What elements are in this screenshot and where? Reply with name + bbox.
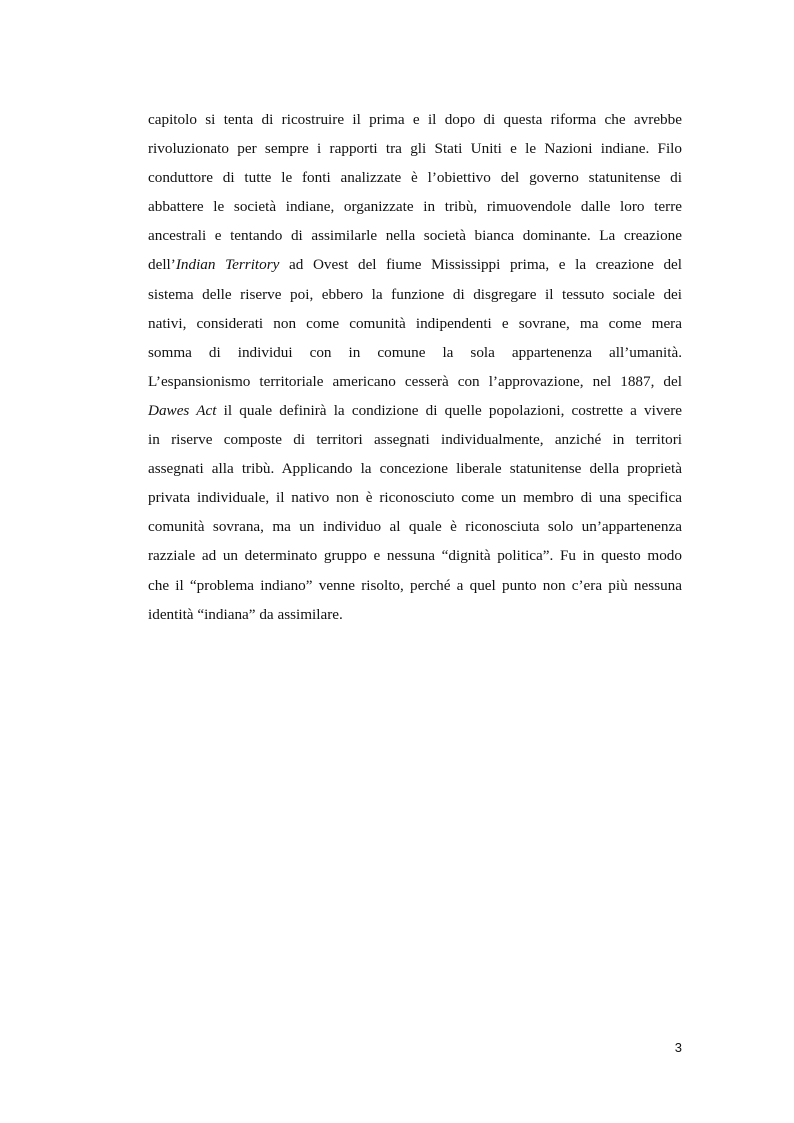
text-line-11 xyxy=(148,396,682,425)
text-line-12: in riserve composte di territori assegnati individualmente, anziché in territori xyxy=(148,431,682,449)
text-line-7: sistema delle riserve poi, ebbero la funzione di disgregare il tessuto sociale dei xyxy=(148,285,682,303)
text-line-2: rivoluzionato per sempre i rapporti tra gli Stati Uniti e le Nazioni indiane. Filo xyxy=(148,140,682,158)
text-line-11-after: il quale definirà la condizione di quelle popolazioni, costrette a vivere xyxy=(216,401,682,419)
text-line-3: conduttore di tutte le fonti analizzate è l’obiettivo del governo statunitense di xyxy=(148,169,682,187)
text-line-13: assegnati alla tribù. Applicando la concezione liberale statunitense della proprietà xyxy=(148,460,682,478)
text-line-5: ancestrali e tentando di assimilarle nella società bianca dominante. La creazione xyxy=(148,227,682,245)
text-line-16: razziale ad un determinato gruppo e nessuna “dignità politica”. Fu in questo modo xyxy=(148,547,682,565)
text-line-6-before: dell’ xyxy=(148,256,176,274)
text-line-1: capitolo si tenta di ricostruire il prima e il dopo di questa riforma che avrebbe xyxy=(148,111,682,128)
text-line-4: abbattere le società indiane, organizzate in tribù, rimuovendole dalle loro terre xyxy=(148,198,682,216)
text-line-6-after: ad Ovest del fiume Mississippi prima, e la creazione del xyxy=(279,256,683,274)
page-number: 3 xyxy=(674,1040,682,1055)
text-line-18: identità “indiana” da assimilare. xyxy=(148,605,343,623)
text-line-17: che il “problema indiano” venne risolto, perché a quel punto non c’era più nessuna xyxy=(148,576,682,594)
text-line-6 xyxy=(148,250,682,279)
italic-term-dawes-act: Dawes Act xyxy=(148,401,217,419)
text-line-10: L’espansionismo territoriale americano cesserà con l’approvazione, nel 1887, del xyxy=(148,372,682,390)
text-line-14: privata individuale, il nativo non è riconosciuto come un membro di una specifica xyxy=(148,489,682,507)
text-line-9: somma di individui con in comune la sola appartenenza all’umanità. xyxy=(148,343,682,361)
body-paragraph xyxy=(148,105,682,629)
text-line-8: nativi, considerati non come comunità indipendenti e sovrane, ma come mera xyxy=(148,314,682,332)
text-line-15: comunità sovrana, ma un individuo al quale è riconosciuta solo un’appartenenza xyxy=(148,518,682,536)
italic-term-indian-territory: Indian Territory xyxy=(175,256,280,274)
